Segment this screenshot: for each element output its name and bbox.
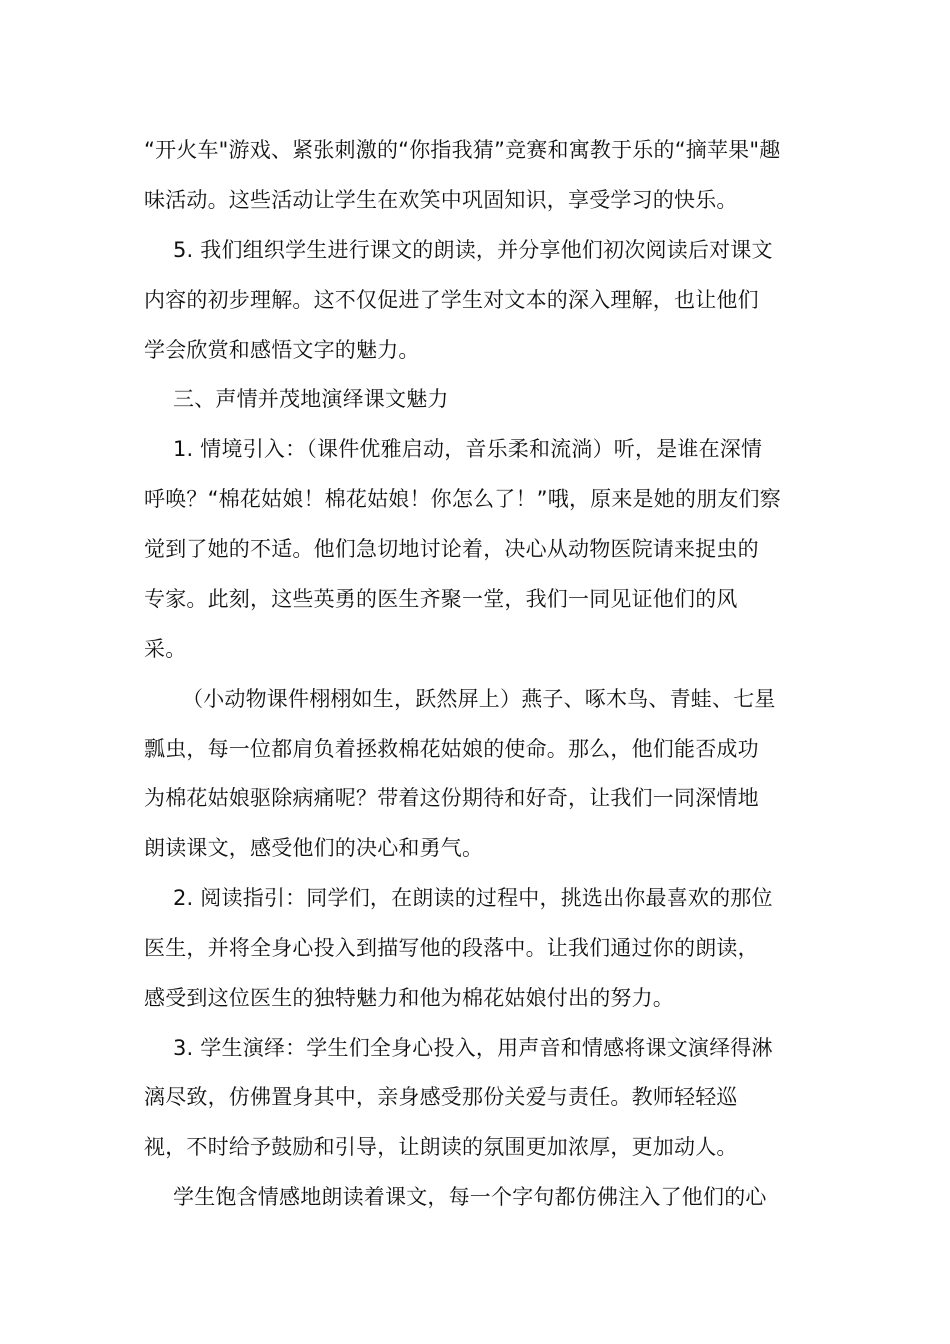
text-line: 内容的初步理解。这不仅促进了学生对文本的深入理解，也让他们 <box>144 288 759 312</box>
text-line: 为棉花姑娘驱除病痛呢？带着这份期待和好奇，让我们一同深情地 <box>144 786 759 810</box>
text-line: 感受到这位医生的独特魅力和他为棉花姑娘付出的努力。 <box>144 986 674 1010</box>
text-line: 学会欣赏和感悟文字的魅力。 <box>144 338 420 362</box>
text-line: 学生饱含情感地朗读着课文，每一个字句都仿佛注入了他们的心 <box>173 1185 767 1209</box>
text-line: 漓尽致，仿佛置身其中，亲身感受那份关爱与责任。教师轻轻巡 <box>144 1085 738 1109</box>
text-line: 朗读课文，感受他们的决心和勇气。 <box>144 836 484 860</box>
text-line: 5. 我们组织学生进行课文的朗读，并分享他们初次阅读后对课文 <box>173 238 773 262</box>
text-line: 医生，并将全身心投入到描写他的段落中。让我们通过你的朗读， <box>144 936 759 960</box>
text-line: 呼唤？“棉花姑娘！棉花姑娘！你怎么了！”哦，原来是她的朋友们察 <box>144 487 781 511</box>
text-line: （小动物课件栩栩如生，跃然屏上）燕子、啄木鸟、青蛙、七星 <box>182 687 776 711</box>
section-heading: 三、声情并茂地演绎课文魅力 <box>173 387 449 411</box>
text-line: 采。 <box>144 637 187 661</box>
text-line: “开火车"游戏、紧张刺激的“你指我猜”竞赛和寓教于乐的“摘苹果"趣 <box>144 138 781 162</box>
text-line: 2. 阅读指引：同学们，在朗读的过程中，挑选出你最喜欢的那位 <box>173 886 773 910</box>
text-line: 1. 情境引入：（课件优雅启动，音乐柔和流淌）听，是谁在深情 <box>173 437 763 461</box>
text-line: 觉到了她的不适。他们急切地讨论着，决心从动物医院请来捉虫的 <box>144 537 759 561</box>
text-line: 味活动。这些活动让学生在欢笑中巩固知识，享受学习的快乐。 <box>144 188 738 212</box>
text-line: 专家。此刻，这些英勇的医生齐聚一堂，我们一同见证他们的风 <box>144 587 738 611</box>
text-line: 3. 学生演绎：学生们全身心投入，用声音和情感将课文演绎得淋 <box>173 1036 773 1060</box>
text-line: 瓢虫，每一位都肩负着拯救棉花姑娘的使命。那么，他们能否成功 <box>144 737 759 761</box>
text-line: 视，不时给予鼓励和引导，让朗读的氛围更加浓厚，更加动人。 <box>144 1135 738 1159</box>
